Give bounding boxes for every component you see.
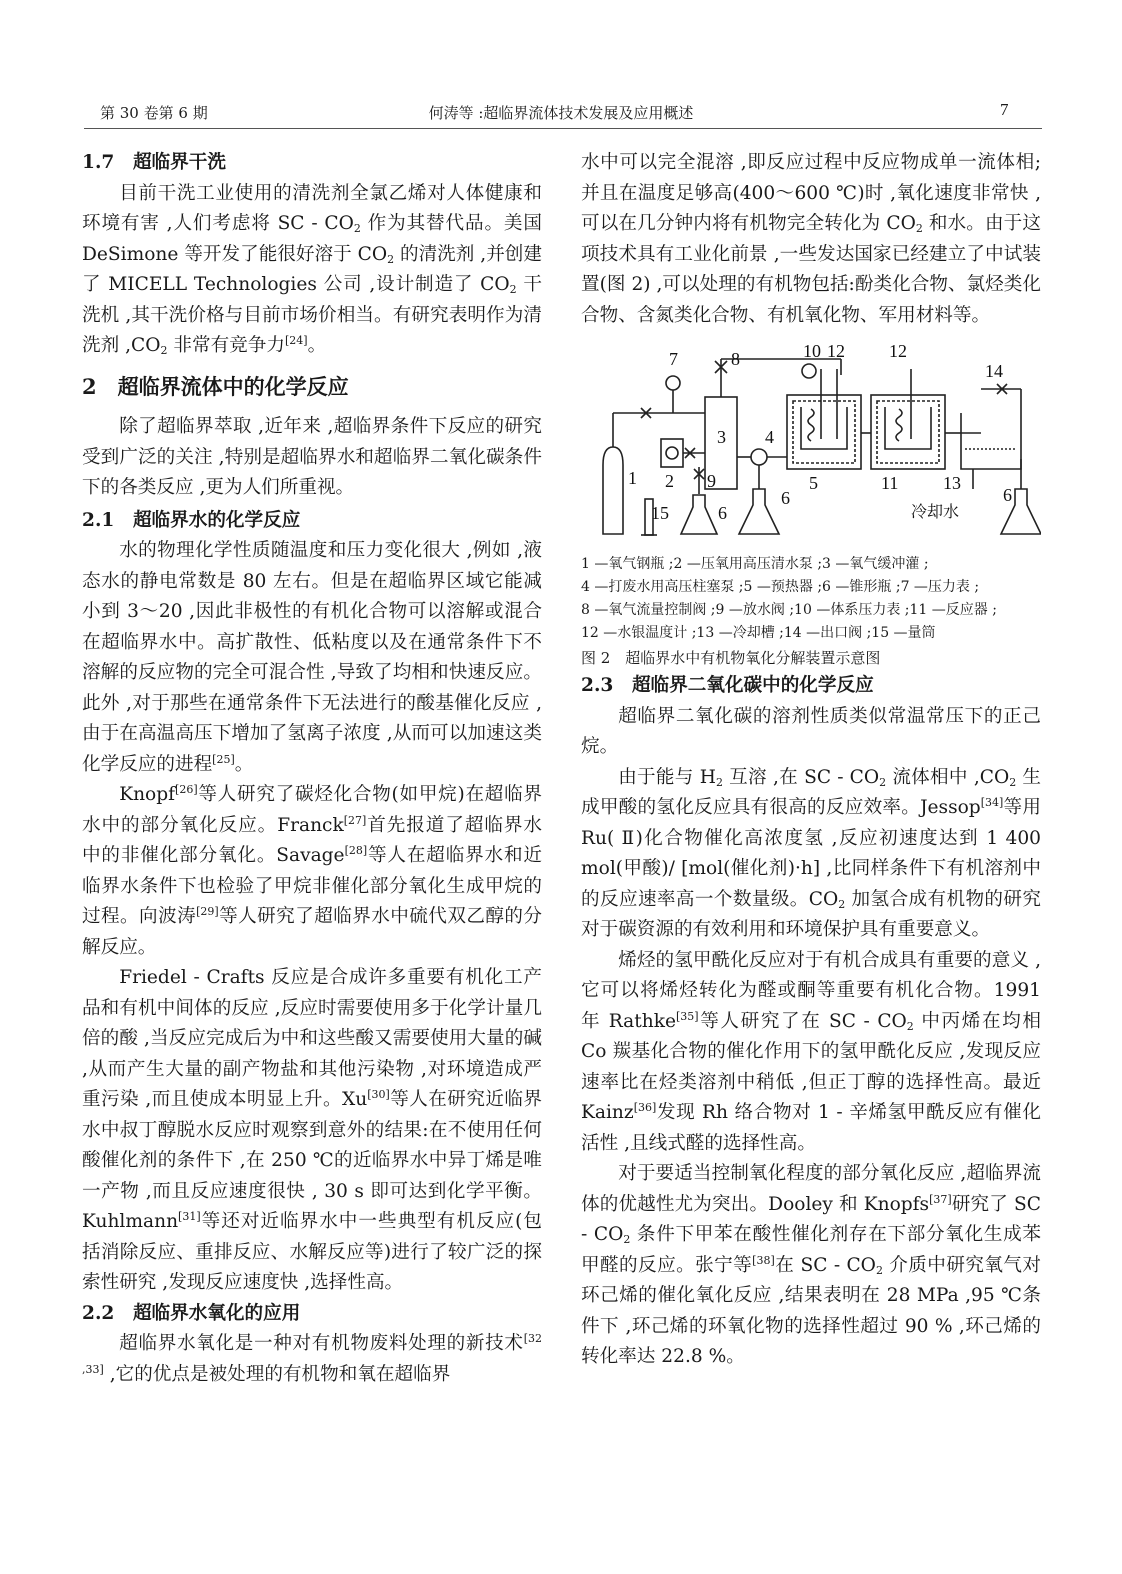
- left-column: [82, 148, 542, 1390]
- section-heading-1-7: 1.7 超临界干洗: [82, 152, 226, 173]
- paragraph-scw-oxidation-studies: Knopf[26]等人研究了碳烃化合物(如甲烷)在超临界水中的部分氧化反应。Franck[27]首先报道了超临界水中的非催化部分氧化。Savage[28]等人在超临界水和近临界水条件下也检验了甲烷非催化部分氧化生成甲烷的过程。向波涛[29]等人研究了超临界水中硫代双乙醇的分解反应。: [82, 783, 542, 958]
- fig-label-4: 4: [765, 427, 774, 447]
- running-header-title: 何涛等 :超临界流体技术发展及应用概述: [428, 104, 694, 122]
- figure-legend-line-1: 1 —氧气钢瓶 ;2 —压氧用高压清水泵 ;3 —氧气缓冲灌 ;: [581, 556, 929, 572]
- citation: [25]: [212, 752, 235, 766]
- citation: [31]: [178, 1210, 201, 1223]
- fig-label-2: 2: [665, 471, 674, 491]
- paragraph-partial-oxidation: 对于要适当控制氧化程度的部分氧化反应 ,超临界流体的优越性尤为突出。Dooley 和 Knopfs[37]研究了 SC - $CO_2$ 条件下甲苯在酸性催化剂存在下部分氧化生成苯甲醛的反应。张宁等[38]在 SC - $CO_2$ 介质中研究氧气对环己烯的催化氧化反应 ,结果表明在 28 MPa ,95 ℃条件下 ,环己烯的环氧化物的选择性超过 90 % ,环己烯的转化率达 22.8 %。: [581, 1163, 1041, 1367]
- citation: [36]: [633, 1101, 657, 1114]
- paragraph-scwo-continued: 水中可以完全混溶 ,即反应过程中反应物成单一流体相;并且在温度足够高(400～600 ℃)时 ,氧化速度非常快 ,可以在几分钟内将有机物完全转化为 $CO_2$ 和水。由于这项技术具有工业化前景 ,一些发达国家已经建立了中试装置(图 2) ,可以处理的有机物包括:酚类化合物、氯烃类化合物、含氮类化合物、有机氧化物、军用材料等。: [581, 152, 1041, 326]
- fig-label-5: 5: [809, 473, 818, 493]
- figure-caption: 图 2 超临界水中有机物氧化分解装置示意图: [581, 649, 881, 667]
- section-heading-2: 2 超临界流体中的化学反应: [82, 373, 349, 399]
- figure-legend-line-4: 12 —水银温度计 ;13 —冷却槽 ;14 —出口阀 ;15 —量筒: [581, 625, 936, 641]
- citation: [37]: [929, 1192, 952, 1206]
- figure-2-apparatus-diagram: [581, 339, 1041, 547]
- section-heading-2-2: 2.2 超临界水氧化的应用: [82, 1302, 301, 1324]
- fig-label-cooling-water: 冷却水: [911, 502, 960, 521]
- fig-label-12a: 12: [827, 341, 845, 361]
- fig-label-3: 3: [717, 427, 726, 447]
- fig-label-6b: 6: [781, 488, 790, 508]
- fig-label-12b: 12: [889, 341, 907, 361]
- apparatus-schematic: [581, 339, 1041, 547]
- paragraph-dry-cleaning: 目前干洗工业使用的清洗剂全氯乙烯对人体健康和环境有害 ,人们考虑将 SC - $CO_2$ 作为其替代品。美国 DeSimone 等开发了能很好溶于 $CO_2$ 的清洗剂 ,并创建了 MICELL Technologies 公司 ,设计制造了 $CO_2$ 干洗机 ,其干洗价格与目前市场价相当。有研究表明作为清洗剂 $,CO_2$ 非常有竞争力[24]。: [82, 182, 542, 357]
- header-rule: [84, 128, 1042, 129]
- citation: [24]: [284, 334, 308, 347]
- paragraph-friedel-crafts: Friedel - Crafts 反应是合成许多重要有机化工产品和有机中间体的反应 ,反应时需要使用多于化学计量几倍的酸 ,当反应完成后为中和这些酸又需要使用大量的碱 ,从而产生大量的副产物盐和其他污染物 ,对环境造成严重污染 ,而且使成本明显上升。Xu[30]等人在研究近临界水中叔丁醇脱水反应时观察到意外的结果:在不使用任何酸催化剂的条件下 ,在 250 ℃的近临界水中异丁烯是唯一产物 ,而且反应速度很快 , 30 s 即可达到化学平衡。Kuhlmann[31]等还对近临界水中一些典型有机反应(包括消除反应、重排反应、水解反应等)进行了较广泛的探索性研究 ,发现反应速度快 ,选择性高。: [82, 967, 542, 1293]
- running-header-issue: 第 30 卷第 6 期: [100, 104, 208, 122]
- citation: [35]: [675, 1009, 699, 1023]
- fig-label-14: 14: [985, 361, 1003, 381]
- citation: [28]: [344, 844, 368, 857]
- citation: [27]: [343, 813, 367, 827]
- paragraph-scwo-intro: 超临界水氧化是一种对有机物废料处理的新技术[32 ,33] ,它的优点是被处理的有机物和氧在超临界: [82, 1332, 542, 1385]
- fig-label-7: 7: [669, 349, 678, 369]
- fig-label-6c: 6: [1003, 485, 1012, 505]
- fig-label-10: 10: [803, 341, 821, 361]
- page-number: 7: [1000, 100, 1009, 119]
- citation: [30]: [367, 1088, 390, 1101]
- fig-label-9: 9: [707, 471, 716, 491]
- figure-legend-line-3: 8 —氧气流量控制阀 ;9 —放水阀 ;10 —体系压力表 ;11 —反应器 ;: [581, 602, 997, 618]
- fig-label-6a: 6: [718, 503, 727, 523]
- paragraph-scco2-solvent: 超临界二氧化碳的溶剂性质类似常温常压下的正己烷。: [581, 705, 1041, 757]
- citation: [34]: [980, 796, 1004, 809]
- fig-label-13: 13: [943, 473, 961, 493]
- paragraph-section-2-intro: 除了超临界萃取 ,近年来 ,超临界条件下反应的研究受到广泛的关注 ,特别是超临界水和超临界二氧化碳条件下的各类反应 ,更为人们所重视。: [82, 416, 542, 498]
- figure-legend-line-2: 4 —打废水用高压柱塞泵 ;5 —预热器 ;6 —锥形瓶 ;7 —压力表 ;: [581, 579, 980, 595]
- citation: [32 ,33]: [82, 1332, 542, 1376]
- section-heading-2-3: 2.3 超临界二氧化碳中的化学反应: [581, 675, 874, 696]
- citation: [29]: [196, 905, 219, 918]
- fig-label-1: 1: [628, 468, 637, 488]
- paragraph-scw-properties: 水的物理化学性质随温度和压力变化很大 ,例如 ,液态水的静电常数是 80 左右。但是在超临界区域它能减小到 3～20 ,因此非极性的有机化合物可以溶解或混合在超临界水中。高扩散性、低粘度以及在通常条件下不溶解的反应物的完全可混合性 ,导致了均相和快速反应。此外 ,对于那些在通常条件下无法进行的酸基催化反应 ,由于在高温高压下增加了氢离子浓度 ,从而可以加速这类化学反应的进程[25]。: [82, 540, 542, 775]
- citation: [26]: [175, 783, 198, 796]
- fig-label-11: 11: [881, 473, 899, 493]
- paragraph-hydroformylation: 烯烃的氢甲酰化反应对于有机合成具有重要的意义 ,它可以将烯烃转化为醛或酮等重要有机化合物。1991 年 Rathke[35]等人研究了在 SC - $CO_2$ 中丙烯在均相 Co 羰基化合物的催化作用下的氢甲酰化反应 ,发现反应速率比在烃类溶剂中稍低 ,但正丁醇的选择性高。最近 Kainz[36]发现 Rh 络合物对 1 - 辛烯氢甲酰反应有催化活性 ,且线式醛的选择性高。: [581, 949, 1041, 1154]
- section-heading-2-1: 2.1 超临界水的化学反应: [82, 509, 301, 531]
- fig-label-8: 8: [731, 349, 740, 369]
- right-column: [581, 148, 1041, 1373]
- fig-label-15: 15: [651, 503, 669, 523]
- paragraph-scco2-hydrogenation: 由于能与 $H_2$ 互溶 ,在 SC - $CO_2$ 流体相中 $,CO_2$ 生成甲酸的氢化反应具有很高的反应效率。Jessop[34]等用 Ru( Ⅱ)化合物催化高浓度氢 ,反应初速度达到 1 400 mol(甲酸)/ [mol(催化剂)·h] ,比同样条件下有机溶剂中的反应速率高一个数量级。$CO_2$ 加氢合成有机物的研究对于碳资源的有效利用和环境保护具有重要意义。: [581, 766, 1041, 940]
- citation: [38]: [752, 1253, 775, 1267]
